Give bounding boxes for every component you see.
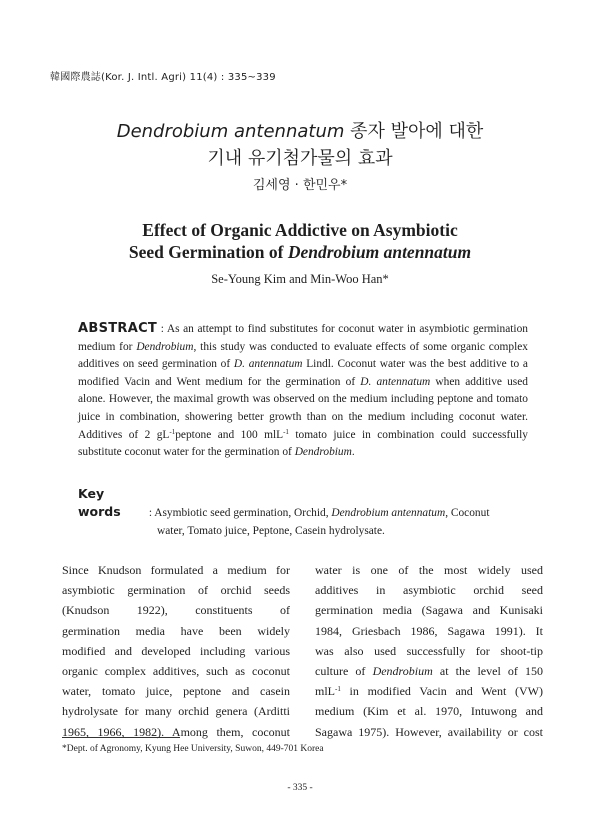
body-line: hydrolysate for many orchid genera (Arditti (62, 704, 290, 719)
body-line: 1965, 1966, 1982). Among them, coconut (62, 724, 290, 739)
korean-title-line-2: 기내 유기첨가물의 효과 (207, 148, 393, 169)
body-text: at the level of 150 (432, 664, 544, 679)
body-line: Sagawa 1975). However, availability or cost (315, 724, 543, 739)
body-line: germination media (Sagawa and Kunisaki (315, 603, 543, 618)
abstract-label: ABSTRACT (78, 321, 158, 336)
english-title-species: Dendrobium antennatum (287, 242, 472, 262)
abstract-superscript: -1 (283, 427, 289, 436)
body-italic: Dendrobium (372, 664, 433, 679)
body-text: in modified Vacin and Went (VW) (340, 684, 543, 699)
abstract-text: , this study was conducted to evaluate effects of some organic complex additives on seed germination of (78, 340, 528, 371)
body-line: medium (Kim et al. 1970, Intuwong and (315, 704, 543, 719)
body-superscript: -1 (335, 685, 341, 694)
page-number: - 335 - (287, 783, 313, 793)
body-line (315, 661, 543, 681)
english-title-plain: Seed Germination of (128, 242, 288, 262)
footnote: *Dept. of Agronomy, Kyung Hee University, Suwon, 449-701 Korea (62, 744, 324, 754)
body-line: (Knudson 1922), constituents of (62, 603, 290, 618)
korean-authors: 김세영 · 한민우* (252, 178, 348, 193)
body-line (315, 681, 543, 701)
body-column-right (315, 560, 543, 742)
body-text: culture of (315, 664, 373, 679)
body-text: mlL (315, 684, 335, 699)
body-line: water is one of the most widely used (315, 563, 543, 577)
abstract-italic: D. antennatum (233, 358, 303, 371)
body-line: was also used successfully for shoot-tip (315, 643, 543, 658)
korean-title-species: Dendrobium antennatum (116, 121, 345, 142)
abstract-text: when additive used alone. However, the maximal growth was observed on the medium including peptone and tomato juice in combination, showering better growth than on the medium including coconut water. Additives of 2 gL (78, 375, 528, 441)
body-line: 1984, Griesbach 1986, Sagawa 1991). It (315, 623, 543, 638)
keywords-continuation: water, Tomato juice, Peptone, Casein hydrolysate. (157, 525, 385, 537)
body-column-left (62, 560, 290, 742)
body-line: additives in asymbiotic orchid seed (315, 583, 543, 598)
body-line: germination media have been widely (62, 623, 290, 638)
abstract-italic: Dendrobium (136, 340, 194, 353)
abstract-text: peptone and 100 mlL (175, 428, 284, 441)
abstract-text: tomato juice in combination could successfully substitute coconut water for the germination of (78, 428, 528, 459)
abstract-colon: : (157, 323, 167, 335)
abstract-italic: D. antennatum (360, 375, 431, 388)
body-line: Since Knudson formulated a medium for (62, 563, 290, 577)
footnote-divider (62, 737, 180, 738)
abstract-text: . (351, 446, 355, 459)
abstract-text: Lindl. Coconut water was the best additive to a modified Vacin and Went medium for the germination of (78, 358, 528, 388)
abstract-superscript: -1 (169, 427, 176, 436)
english-title-line-1: Effect of Organic Addictive on Asymbiotic (142, 220, 458, 240)
abstract (78, 320, 528, 462)
keywords-text: , Coconut (445, 507, 490, 519)
body-line: asymbiotic germination of orchid seeds (62, 583, 290, 598)
keywords-text: Asymbiotic seed germination, Orchid, (154, 507, 332, 519)
keywords (78, 485, 538, 540)
body-line: organic complex additives, such as coconut (62, 664, 290, 679)
korean-title-rest: 종자 발아에 대한 (344, 121, 484, 142)
keywords-colon: : (146, 507, 155, 519)
korean-title-line-1 (0, 119, 600, 145)
english-title-line-2 (0, 240, 600, 264)
english-authors: Se-Young Kim and Min-Woo Han* (211, 272, 389, 286)
body-line: modified and developed including various (62, 643, 290, 658)
abstract-italic: Dendrobium (294, 446, 352, 459)
keywords-italic: Dendrobium antennatum (331, 507, 446, 519)
body-line: water, tomato juice, peptone and casein (62, 684, 290, 699)
abstract-text: As an attempt to find substitutes for coconut water in asymbiotic germination medium for (78, 323, 528, 353)
keywords-label: Key words (78, 486, 121, 519)
journal-citation: 韓國際農誌(Kor. J. Intl. Agri) 11(4) : 335~339 (50, 72, 276, 83)
